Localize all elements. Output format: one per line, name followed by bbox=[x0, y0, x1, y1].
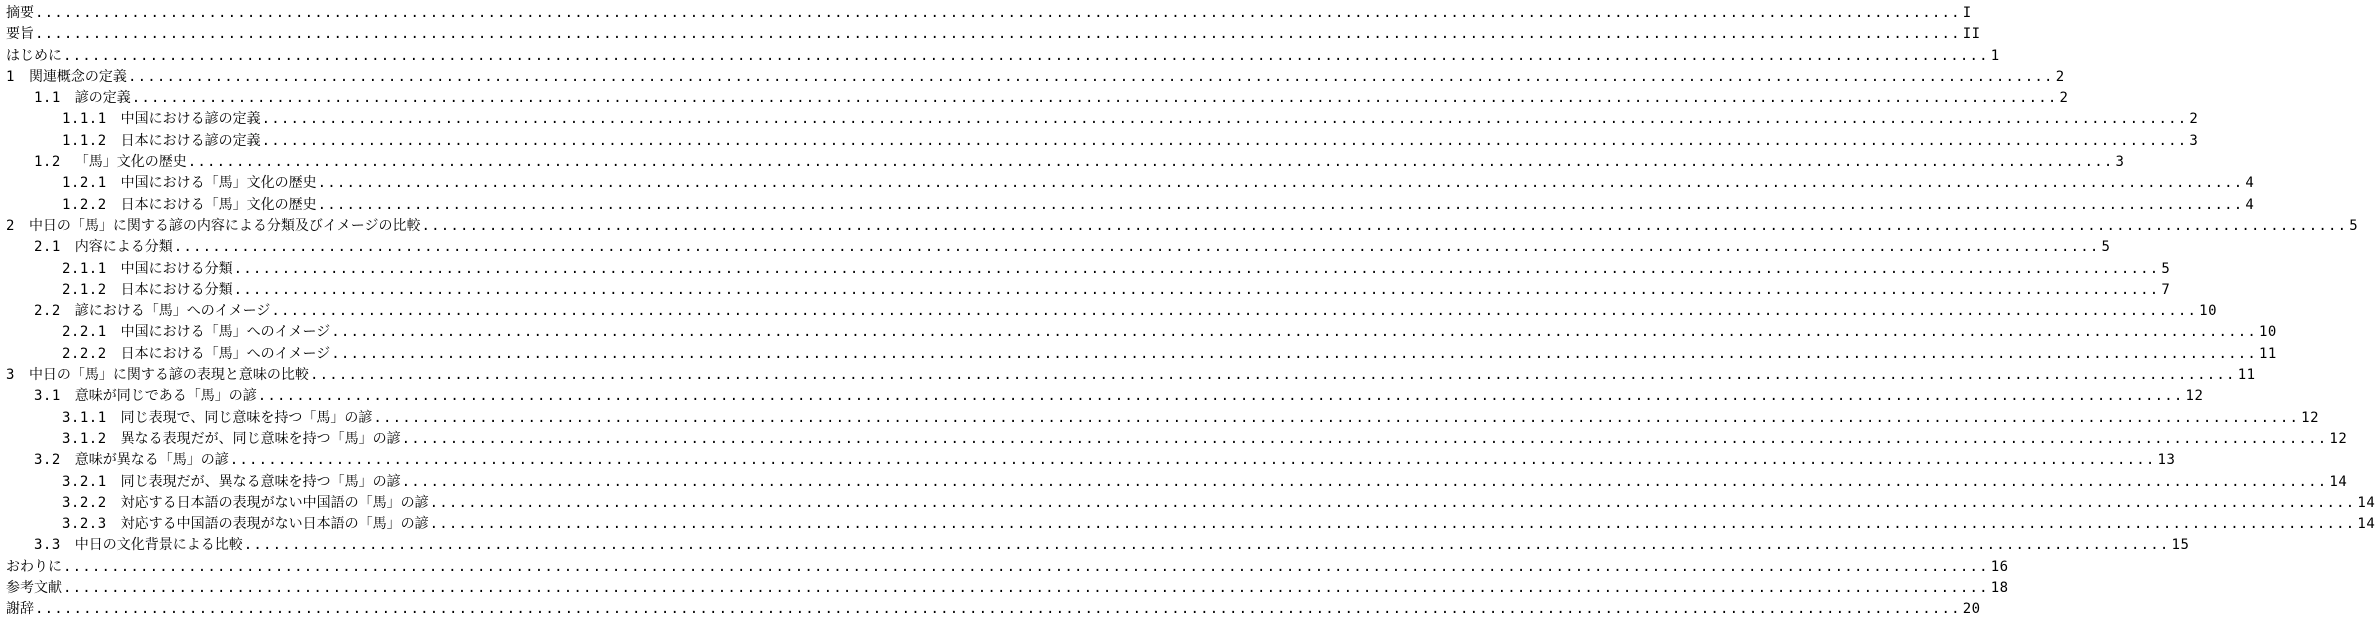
toc-entry-number: 2.2 bbox=[34, 303, 61, 320]
toc-entry-number: 3.2 bbox=[34, 452, 61, 469]
toc-entry[interactable] bbox=[0, 67, 2065, 88]
toc-entry-number: 2 bbox=[6, 217, 15, 234]
toc-entry-page-number: II bbox=[1962, 26, 1981, 43]
toc-dot-leader: ........................................................................................................................................................................................................ bbox=[421, 217, 2348, 234]
toc-entry[interactable] bbox=[0, 173, 2255, 194]
toc-entry[interactable] bbox=[0, 280, 2171, 301]
toc-entry[interactable] bbox=[0, 344, 2277, 365]
toc-entry[interactable] bbox=[0, 450, 2176, 471]
toc-entry-number: 3.2.3 bbox=[62, 516, 107, 533]
toc-entry-number: 3 bbox=[6, 367, 15, 384]
toc-entry-title: 中日の文化背景による比較 bbox=[74, 537, 243, 554]
toc-entry-title: 対応する日本語の表現がない中国語の「馬」の諺 bbox=[120, 494, 429, 511]
toc-entry[interactable] bbox=[0, 472, 2348, 493]
toc-dot-leader: ........................................................................................................................................................................................................ bbox=[35, 601, 1961, 618]
toc-entry-page-number: 3 bbox=[2115, 154, 2125, 171]
toc-dot-leader: ........................................................................................................................................................................................................ bbox=[401, 473, 2328, 490]
toc-dot-leader: ........................................................................................................................................................................................................ bbox=[187, 154, 2114, 171]
toc-dot-leader: ........................................................................................................................................................................................................ bbox=[63, 558, 1989, 575]
toc-entry[interactable] bbox=[0, 599, 1981, 620]
toc-entry[interactable] bbox=[0, 578, 2009, 599]
toc-dot-leader: ........................................................................................................................................................................................................ bbox=[429, 494, 2356, 511]
toc-dot-leader: ........................................................................................................................................................................................................ bbox=[261, 111, 2188, 128]
toc-entry-page-number: 11 bbox=[2237, 367, 2256, 384]
toc-entry-title: 日本における諺の定義 bbox=[120, 132, 261, 149]
toc-dot-leader: ........................................................................................................................................................................................................ bbox=[233, 281, 2160, 298]
toc-entry-page-number: 5 bbox=[2161, 260, 2171, 277]
toc-entry-page-number: 12 bbox=[2301, 409, 2319, 426]
toc-entry-title: 諺の定義 bbox=[74, 90, 131, 107]
toc-entry-title: 日本における「馬」文化の歴史 bbox=[120, 196, 317, 213]
toc-dot-leader: ........................................................................................................................................................................................................ bbox=[257, 388, 2184, 405]
toc-entry-page-number: 5 bbox=[2101, 239, 2111, 256]
toc-entry-page-number: 13 bbox=[2157, 452, 2176, 469]
toc-entry-page-number: I bbox=[1962, 5, 1972, 21]
toc-entry-title: 同じ表現だが、異なる意味を持つ「馬」の諺 bbox=[120, 473, 401, 490]
toc-entry[interactable] bbox=[0, 46, 2000, 67]
toc-entry-page-number: 10 bbox=[2199, 303, 2217, 320]
toc-entry-title: 同じ表現で、同じ意味を持つ「馬」の諺 bbox=[120, 409, 373, 426]
toc-entry-page-number: 20 bbox=[1962, 601, 1981, 618]
toc-dot-leader: ........................................................................................................................................................................................................ bbox=[127, 68, 2054, 85]
toc-entry-number: 1.2.2 bbox=[62, 196, 107, 213]
toc-entry-page-number: 14 bbox=[2329, 473, 2348, 490]
toc-entry[interactable] bbox=[0, 301, 2217, 322]
table-of-contents bbox=[0, 3, 2375, 621]
toc-entry[interactable] bbox=[0, 109, 2199, 130]
toc-entry-title: 関連概念の定義 bbox=[28, 68, 127, 85]
toc-dot-leader: ........................................................................................................................................................................................................ bbox=[309, 367, 2236, 384]
toc-dot-leader: ........................................................................................................................................................................................................ bbox=[63, 47, 1989, 64]
toc-entry-number: 1.2.1 bbox=[62, 175, 107, 192]
toc-entry-number: 1.1 bbox=[34, 90, 61, 107]
toc-entry[interactable] bbox=[0, 365, 2256, 386]
toc-entry-number: 1.1.2 bbox=[62, 132, 107, 149]
toc-dot-leader: ........................................................................................................................................................................................................ bbox=[131, 90, 2058, 107]
toc-entry-page-number: 14 bbox=[2357, 516, 2375, 533]
toc-entry[interactable] bbox=[0, 24, 1981, 45]
toc-dot-leader: ........................................................................................................................................................................................................ bbox=[173, 239, 2100, 256]
toc-entry-number: 3.2.2 bbox=[62, 494, 107, 511]
toc-entry-title: 諺における「馬」へのイメージ bbox=[74, 303, 271, 320]
toc-entry[interactable] bbox=[0, 131, 2199, 152]
toc-entry-page-number: 12 bbox=[2329, 430, 2348, 447]
toc-dot-leader: ........................................................................................................................................................................................................ bbox=[331, 324, 2257, 341]
toc-entry-number: 3.2.1 bbox=[62, 473, 107, 490]
toc-dot-leader: ........................................................................................................................................................................................................ bbox=[429, 516, 2356, 533]
toc-entry-page-number: 7 bbox=[2161, 281, 2171, 298]
toc-entry-number: 2.1.1 bbox=[62, 260, 107, 277]
toc-entry[interactable] bbox=[0, 259, 2171, 280]
toc-entry-page-number: 15 bbox=[2171, 537, 2190, 554]
toc-entry[interactable] bbox=[0, 514, 2375, 535]
toc-entry-title: 中国における分類 bbox=[120, 260, 233, 277]
toc-entry-page-number: 18 bbox=[1990, 580, 2009, 597]
toc-entry-title: 中国における諺の定義 bbox=[120, 111, 261, 128]
toc-entry-number: 2.1.2 bbox=[62, 281, 107, 298]
toc-entry-number: 3.1 bbox=[34, 388, 61, 405]
toc-entry-number: 2.2.2 bbox=[62, 345, 107, 362]
toc-entry-title: おわりに bbox=[6, 558, 62, 575]
toc-entry-number: 1 bbox=[6, 68, 15, 85]
toc-dot-leader: ........................................................................................................................................................................................................ bbox=[63, 580, 1989, 597]
toc-entry-page-number: 2 bbox=[2055, 68, 2065, 85]
toc-entry-title: 参考文献 bbox=[6, 580, 62, 597]
toc-entry[interactable] bbox=[0, 408, 2319, 429]
toc-entry-page-number: 11 bbox=[2259, 345, 2277, 362]
toc-dot-leader: ........................................................................................................................................................................................................ bbox=[261, 132, 2188, 149]
toc-entry-page-number: 16 bbox=[1990, 558, 2009, 575]
toc-entry-number: 1.2 bbox=[34, 154, 61, 171]
toc-entry-page-number: 5 bbox=[2349, 217, 2359, 234]
toc-dot-leader: ........................................................................................................................................................................................................ bbox=[317, 196, 2244, 213]
toc-entry-number: 2.2.1 bbox=[62, 324, 107, 341]
toc-entry-page-number: 10 bbox=[2259, 324, 2277, 341]
toc-dot-leader: ........................................................................................................................................................................................................ bbox=[35, 5, 1961, 21]
toc-entry-title: 中国における「馬」へのイメージ bbox=[120, 324, 331, 341]
toc-entry-title: 「馬」文化の歴史 bbox=[74, 154, 187, 171]
toc-dot-leader: ........................................................................................................................................................................................................ bbox=[229, 452, 2156, 469]
toc-entry-page-number: 3 bbox=[2189, 132, 2199, 149]
toc-entry[interactable] bbox=[0, 557, 2009, 578]
toc-entry[interactable] bbox=[0, 237, 2111, 258]
toc-entry-number: 3.1.2 bbox=[62, 430, 107, 447]
toc-entry-title: 内容による分類 bbox=[74, 239, 173, 256]
toc-dot-leader: ........................................................................................................................................................................................................ bbox=[331, 345, 2257, 362]
toc-dot-leader: ........................................................................................................................................................................................................ bbox=[233, 260, 2160, 277]
toc-entry-title: 異なる表現だが、同じ意味を持つ「馬」の諺 bbox=[120, 430, 401, 447]
toc-entry-title: はじめに bbox=[6, 47, 62, 64]
toc-entry-page-number: 2 bbox=[2059, 90, 2069, 107]
toc-entry-page-number: 4 bbox=[2245, 196, 2255, 213]
toc-entry[interactable] bbox=[0, 493, 2375, 514]
toc-entry[interactable] bbox=[0, 535, 2190, 556]
toc-entry-page-number: 4 bbox=[2245, 175, 2255, 192]
toc-dot-leader: ........................................................................................................................................................................................................ bbox=[271, 303, 2198, 320]
toc-entry[interactable] bbox=[0, 195, 2255, 216]
toc-entry-title: 謝辞 bbox=[6, 601, 34, 618]
toc-entry-number: 3.1.1 bbox=[62, 409, 107, 426]
toc-dot-leader: ........................................................................................................................................................................................................ bbox=[401, 430, 2328, 447]
toc-entry-number: 1.1.1 bbox=[62, 111, 107, 128]
toc-entry-title: 中日の「馬」に関する諺の表現と意味の比較 bbox=[28, 367, 309, 384]
toc-entry[interactable] bbox=[0, 429, 2348, 450]
toc-entry[interactable] bbox=[0, 3, 1972, 24]
toc-entry[interactable] bbox=[0, 88, 2069, 109]
toc-entry-number: 3.3 bbox=[34, 537, 61, 554]
toc-dot-leader: ........................................................................................................................................................................................................ bbox=[373, 409, 2300, 426]
toc-entry-page-number: 14 bbox=[2357, 494, 2375, 511]
toc-entry-title: 日本における分類 bbox=[120, 281, 233, 298]
toc-entry-title: 中国における「馬」文化の歴史 bbox=[120, 175, 317, 192]
toc-entry-title: 意味が異なる「馬」の諺 bbox=[74, 452, 229, 469]
toc-dot-leader: ........................................................................................................................................................................................................ bbox=[317, 175, 2244, 192]
toc-entry-page-number: 1 bbox=[1990, 47, 2000, 64]
toc-dot-leader: ........................................................................................................................................................................................................ bbox=[243, 537, 2170, 554]
toc-entry-title: 中日の「馬」に関する諺の内容による分類及びイメージの比較 bbox=[28, 217, 421, 234]
toc-entry[interactable] bbox=[0, 322, 2277, 343]
toc-entry-title: 日本における「馬」へのイメージ bbox=[120, 345, 331, 362]
toc-entry-title: 対応する中国語の表現がない日本語の「馬」の諺 bbox=[120, 516, 429, 533]
toc-dot-leader: ........................................................................................................................................................................................................ bbox=[35, 26, 1961, 43]
toc-entry-title: 摘要 bbox=[6, 5, 34, 21]
toc-entry-page-number: 12 bbox=[2185, 388, 2204, 405]
toc-entry-title: 要旨 bbox=[6, 26, 34, 43]
toc-entry-number: 2.1 bbox=[34, 239, 61, 256]
toc-entry-page-number: 2 bbox=[2189, 111, 2199, 128]
toc-entry-title: 意味が同じである「馬」の諺 bbox=[74, 388, 257, 405]
toc-entry[interactable] bbox=[0, 216, 2359, 237]
toc-entry[interactable] bbox=[0, 152, 2125, 173]
toc-entry[interactable] bbox=[0, 386, 2204, 407]
